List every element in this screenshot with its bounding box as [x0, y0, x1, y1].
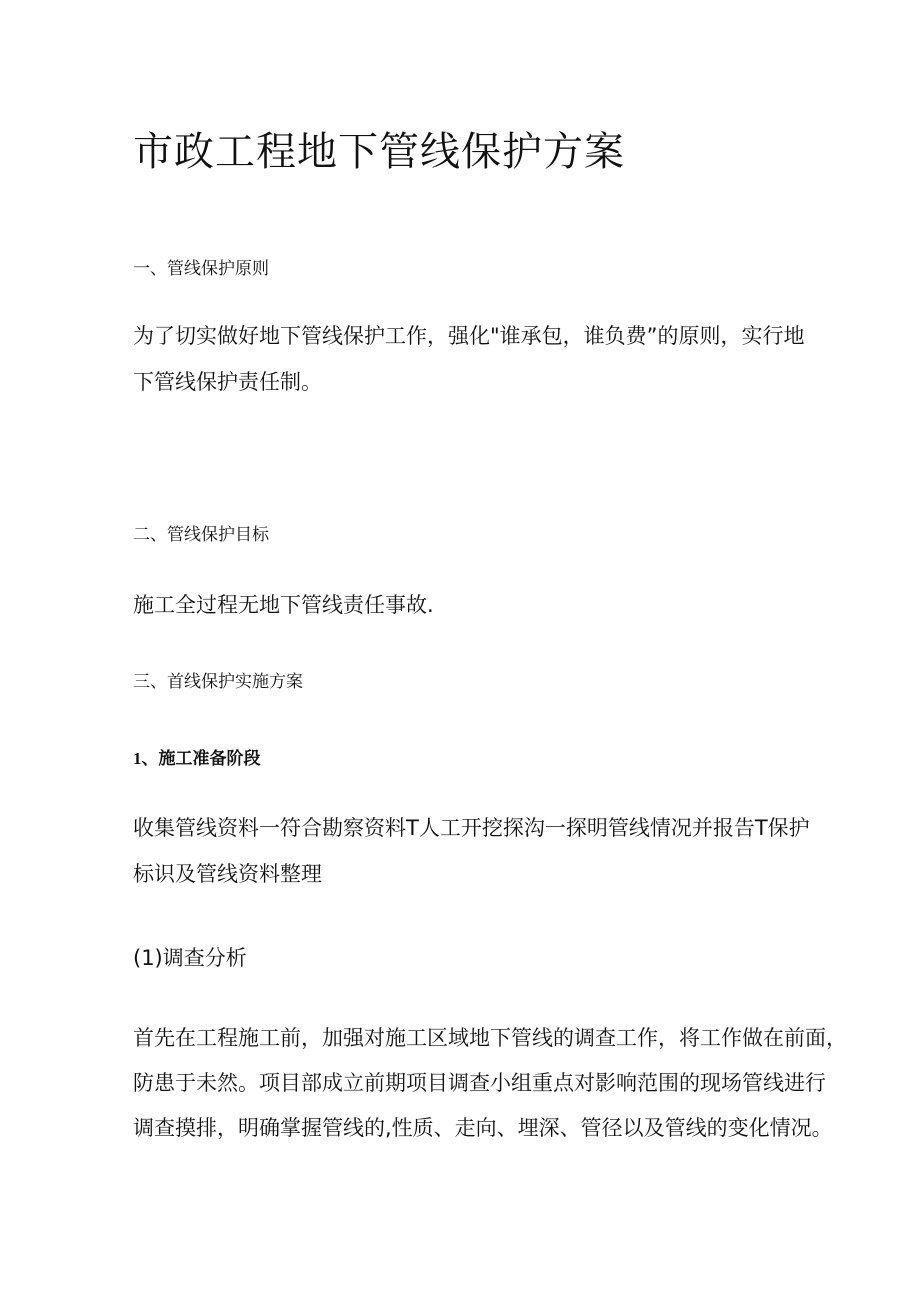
preparation-flow-line-2: 标识及管线资料整理: [133, 862, 322, 886]
subsection-heading-preparation: [133, 746, 261, 772]
item-heading-investigation: (1)调查分析: [133, 946, 247, 970]
principles-line-2: 下管线保护责任制。: [133, 370, 322, 394]
section-heading-implementation: 三、首线保护实施方案: [133, 672, 303, 692]
investigation-line-2: 防患于未然。项目部成立前期项目调查小组重点对影响范围的现场管线进行: [133, 1071, 826, 1095]
investigation-line-1: 首先在工程施工前，加强对施工区域地下管线的调查工作，将工作做在前面，: [133, 1026, 847, 1050]
principles-paragraph: [133, 313, 805, 405]
investigation-line-3: 调查摸排，明确掌握管线的,性质、走向、埋深、管径以及管线的变化情况。: [133, 1116, 833, 1140]
subsection-label: 、施工准备阶段: [141, 749, 261, 769]
preparation-flow-paragraph: [133, 805, 810, 897]
subsection-number: 1: [133, 749, 142, 768]
principles-line-1: 为了切实做好地下管线保护工作，强化"谁承包，谁负费”的原则，实行地: [133, 324, 805, 348]
section-heading-goals: 二、管线保护目标: [133, 525, 269, 545]
goals-line-1: 施工全过程无地下管线责任事故.: [133, 593, 434, 617]
section-heading-principles: 一、管线保护原则: [133, 259, 269, 279]
document-title: 市政工程地下管线保护方案: [133, 129, 625, 175]
investigation-paragraph: [133, 1016, 847, 1151]
goals-paragraph: [133, 582, 434, 628]
preparation-flow-line-1: 收集管线资料一符合勘察资料T人工开挖探沟一探明管线情况并报告T保护: [133, 816, 810, 840]
